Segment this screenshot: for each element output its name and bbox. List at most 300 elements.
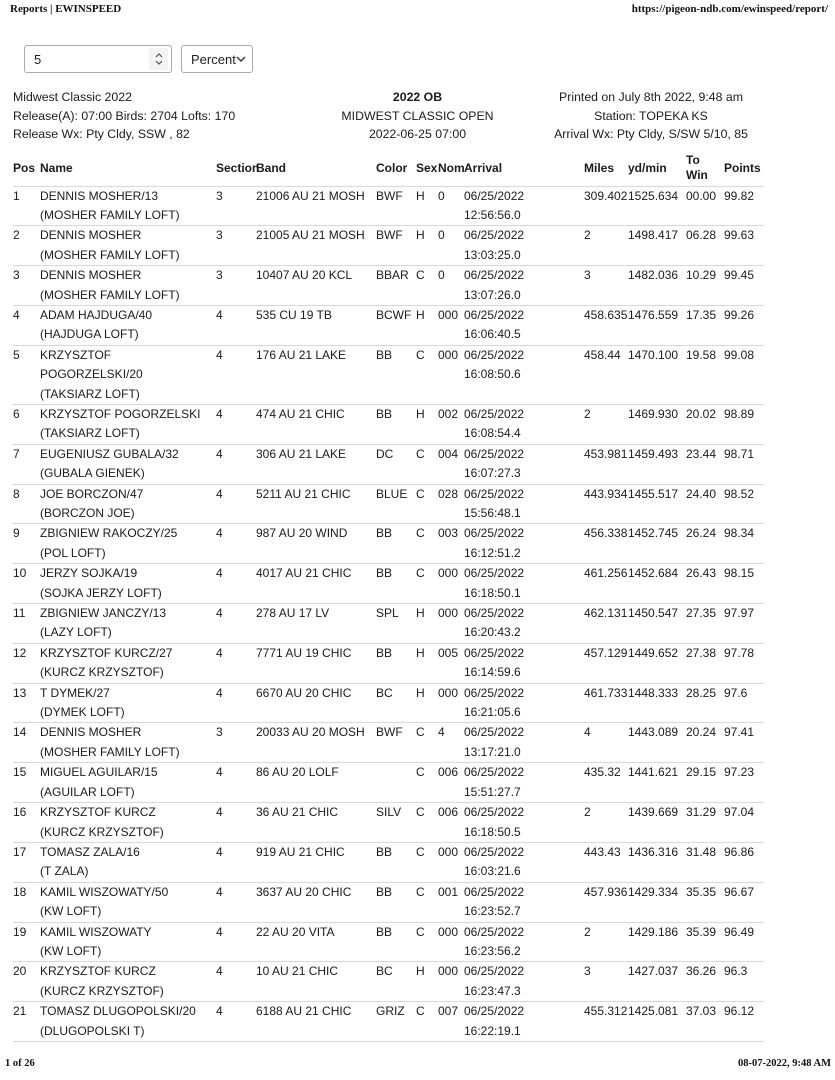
arrival-date: 06/25/2022 xyxy=(464,446,525,461)
cell-color: BWF xyxy=(376,186,416,226)
cell-arrival xyxy=(464,226,584,266)
cell-band: 535 CU 19 TB xyxy=(256,305,376,345)
cell-arrival xyxy=(464,723,584,763)
cell-towin: 20.02 xyxy=(686,404,724,444)
cell-section: 4 xyxy=(216,305,256,345)
cell-pos: 13 xyxy=(13,683,40,723)
cell-points: 97.6 xyxy=(724,683,764,723)
cell-color: BB xyxy=(376,524,416,564)
report-header-left xyxy=(0,88,278,144)
cell-arrival xyxy=(464,564,584,604)
col-header-arrival: Arrival xyxy=(464,151,584,186)
cell-nom: 002 xyxy=(438,404,464,444)
loft-name: (DYMEK LOFT) xyxy=(40,705,125,720)
cell-ydmin: 1449.652 xyxy=(628,643,686,683)
cell-towin: 26.43 xyxy=(686,564,724,604)
cell-name xyxy=(40,404,216,444)
cell-miles: 456.338 xyxy=(584,524,628,564)
cell-points: 98.71 xyxy=(724,444,764,484)
cell-arrival xyxy=(464,763,584,803)
cell-towin: 06.28 xyxy=(686,226,724,266)
cell-pos: 8 xyxy=(13,484,40,524)
cell-miles: 457.129 xyxy=(584,643,628,683)
cell-ydmin: 1525.634 xyxy=(628,186,686,226)
flyer-name: ADAM HAJDUGA/40 xyxy=(40,307,153,322)
cell-miles: 2 xyxy=(584,922,628,962)
loft-name: (DLUGOPOLSKI T) xyxy=(40,1023,145,1038)
cell-section: 4 xyxy=(216,643,256,683)
cell-points: 96.3 xyxy=(724,962,764,1002)
cell-ydmin: 1450.547 xyxy=(628,604,686,644)
chevron-down-icon xyxy=(236,56,246,62)
cell-section: 4 xyxy=(216,604,256,644)
arrival-date: 06/25/2022 xyxy=(464,685,525,700)
result-row xyxy=(13,186,764,226)
print-header-url: https://pigeon-ndb.com/ewinspeed/report/ xyxy=(631,3,828,15)
flyer-name: TOMASZ DLUGOPOLSKI/20 xyxy=(40,1004,196,1019)
flyer-name: ZBIGNIEW JANCZY/13 xyxy=(40,606,167,621)
cell-section: 3 xyxy=(216,226,256,266)
cell-ydmin: 1429.334 xyxy=(628,882,686,922)
arrival-time: 12:56:56.0 xyxy=(464,207,521,222)
cell-name xyxy=(40,882,216,922)
arrival-time: 16:21:05.6 xyxy=(464,705,521,720)
cell-nom: 000 xyxy=(438,564,464,604)
cell-points: 96.86 xyxy=(724,842,764,882)
cell-points: 99.45 xyxy=(724,266,764,306)
race-datetime: 2022-06-25 07:00 xyxy=(368,127,467,142)
cell-band: 7771 AU 19 CHIC xyxy=(256,643,376,683)
arrival-date: 06/25/2022 xyxy=(464,268,525,283)
cell-name xyxy=(40,803,216,843)
cell-color: BLUE xyxy=(376,484,416,524)
print-footer-bar xyxy=(5,1058,831,1069)
cell-nom: 000 xyxy=(438,922,464,962)
cell-section: 4 xyxy=(216,683,256,723)
cell-nom: 0 xyxy=(438,186,464,226)
cell-points: 99.08 xyxy=(724,345,764,404)
arrival-time: 16:08:54.4 xyxy=(464,426,521,441)
result-row xyxy=(13,305,764,345)
cell-miles: 462.131 xyxy=(584,604,628,644)
result-row xyxy=(13,763,764,803)
cell-towin: 20.24 xyxy=(686,723,724,763)
cell-arrival xyxy=(464,444,584,484)
flyer-name: DENNIS MOSHER xyxy=(40,268,142,283)
loft-name: (TAKSIARZ LOFT) xyxy=(40,386,140,401)
loft-name: (KURCZ KRZYSZTOF) xyxy=(40,665,164,680)
result-row xyxy=(13,803,764,843)
cell-pos: 16 xyxy=(13,803,40,843)
cell-band: 474 AU 21 CHIC xyxy=(256,404,376,444)
cell-nom: 006 xyxy=(438,763,464,803)
cell-name xyxy=(40,683,216,723)
flyer-name: KRZYSZTOF KURCZ xyxy=(40,964,156,979)
col-header-nom: Nom xyxy=(438,151,464,186)
cell-miles: 2 xyxy=(584,404,628,444)
arrival-date: 06/25/2022 xyxy=(464,924,525,939)
cell-ydmin: 1452.684 xyxy=(628,564,686,604)
cell-sex: H xyxy=(416,683,438,723)
cell-nom: 4 xyxy=(438,723,464,763)
cell-pos: 19 xyxy=(13,922,40,962)
cell-color: BWF xyxy=(376,226,416,266)
cell-miles: 455.312 xyxy=(584,1002,628,1042)
cell-ydmin: 1469.930 xyxy=(628,404,686,444)
race-name: Midwest Classic 2022 xyxy=(13,90,132,104)
arrival-time: 16:18:50.5 xyxy=(464,824,521,839)
arrival-time: 13:07:26.0 xyxy=(464,287,521,302)
print-header-bar xyxy=(10,3,828,15)
arrival-date: 06/25/2022 xyxy=(464,566,525,581)
cell-band: 21006 AU 21 MOSH xyxy=(256,186,376,226)
cell-pos: 10 xyxy=(13,564,40,604)
cell-points: 97.41 xyxy=(724,723,764,763)
cell-miles: 309.402 xyxy=(584,186,628,226)
cell-section: 4 xyxy=(216,484,256,524)
cell-points: 99.26 xyxy=(724,305,764,345)
arrival-date: 06/25/2022 xyxy=(464,805,525,820)
results-body xyxy=(13,186,764,1041)
cell-color: BC xyxy=(376,683,416,723)
flyer-name: DENNIS MOSHER/13 xyxy=(40,188,159,203)
cell-color: SILV xyxy=(376,803,416,843)
cell-points: 97.97 xyxy=(724,604,764,644)
cell-towin: 24.40 xyxy=(686,484,724,524)
arrival-date: 06/25/2022 xyxy=(464,725,525,740)
cell-ydmin: 1429.186 xyxy=(628,922,686,962)
cell-band: 306 AU 21 LAKE xyxy=(256,444,376,484)
flyer-name: JOE BORCZON/47 xyxy=(40,486,144,501)
col-header-pos: Pos xyxy=(13,151,40,186)
arrival-date: 06/25/2022 xyxy=(464,307,525,322)
cell-color: BB xyxy=(376,842,416,882)
cell-towin: 31.48 xyxy=(686,842,724,882)
cell-sex: H xyxy=(416,305,438,345)
loft-name: (T ZALA) xyxy=(40,864,89,879)
result-row xyxy=(13,842,764,882)
cell-band: 6670 AU 20 CHIC xyxy=(256,683,376,723)
cell-section: 4 xyxy=(216,444,256,484)
arrival-date: 06/25/2022 xyxy=(464,188,525,203)
cell-color: DC xyxy=(376,444,416,484)
flyer-name: KAMIL WISZOWATY xyxy=(40,924,152,939)
cell-sex: C xyxy=(416,564,438,604)
cell-pos: 18 xyxy=(13,882,40,922)
cell-ydmin: 1498.417 xyxy=(628,226,686,266)
result-row xyxy=(13,524,764,564)
result-row xyxy=(13,723,764,763)
arrival-time: 16:08:50.6 xyxy=(464,367,521,382)
cell-color: BCWF xyxy=(376,305,416,345)
cell-nom: 005 xyxy=(438,643,464,683)
cell-name xyxy=(40,962,216,1002)
arrival-weather: Arrival Wx: Pty Cldy, S/SW 5/10, 85 xyxy=(554,127,748,142)
flyer-name: EUGENIUSZ GUBALA/32 xyxy=(40,446,179,461)
cell-name xyxy=(40,186,216,226)
release-info: Release(A): 07:00 Birds: 2704 Lofts: 170 xyxy=(13,108,236,123)
cell-miles: 457.936 xyxy=(584,882,628,922)
flyer-name: KRZYSZTOF POGORZELSKI/20 xyxy=(40,347,143,382)
cell-arrival xyxy=(464,186,584,226)
arrival-time: 16:07:27.3 xyxy=(464,466,521,481)
cell-color: SPL xyxy=(376,604,416,644)
arrival-date: 06/25/2022 xyxy=(464,765,525,780)
cell-sex: C xyxy=(416,922,438,962)
result-row xyxy=(13,345,764,404)
cell-pos: 4 xyxy=(13,305,40,345)
cell-sex: H xyxy=(416,404,438,444)
report-title: 2022 OB xyxy=(392,90,443,104)
arrival-date: 06/25/2022 xyxy=(464,1004,525,1019)
cell-points: 96.49 xyxy=(724,922,764,962)
cell-section: 4 xyxy=(216,842,256,882)
cell-ydmin: 1476.559 xyxy=(628,305,686,345)
cell-points: 96.67 xyxy=(724,882,764,922)
cell-ydmin: 1439.669 xyxy=(628,803,686,843)
arrival-time: 16:14:59.6 xyxy=(464,665,521,680)
cell-band: 987 AU 20 WIND xyxy=(256,524,376,564)
flyer-name: MIGUEL AGUILAR/15 xyxy=(40,765,158,780)
cell-sex: C xyxy=(416,524,438,564)
cell-color: BB xyxy=(376,882,416,922)
arrival-time: 15:56:48.1 xyxy=(464,506,521,520)
cell-color: BB xyxy=(376,345,416,404)
loft-name: (MOSHER FAMILY LOFT) xyxy=(40,744,180,759)
result-row xyxy=(13,564,764,604)
chevron-up-icon[interactable] xyxy=(155,53,163,58)
flyer-name: KRZYSZTOF POGORZELSKI xyxy=(40,406,201,421)
cell-name xyxy=(40,643,216,683)
cell-name xyxy=(40,604,216,644)
arrival-time: 16:22:19.1 xyxy=(464,1023,521,1038)
col-header-towin: To Win xyxy=(686,151,724,186)
cell-points: 98.34 xyxy=(724,524,764,564)
cell-miles: 4 xyxy=(584,723,628,763)
cell-towin: 00.00 xyxy=(686,186,724,226)
cell-ydmin: 1425.081 xyxy=(628,1002,686,1042)
cell-points: 98.89 xyxy=(724,404,764,444)
cell-arrival xyxy=(464,803,584,843)
cell-nom: 000 xyxy=(438,604,464,644)
count-stepper[interactable] xyxy=(149,48,168,70)
result-row xyxy=(13,962,764,1002)
page-number: 1 of 26 xyxy=(5,1058,35,1069)
cell-band: 22 AU 20 VITA xyxy=(256,922,376,962)
cell-band: 4017 AU 21 CHIC xyxy=(256,564,376,604)
cell-sex: H xyxy=(416,186,438,226)
loft-name: (POL LOFT) xyxy=(40,545,106,560)
loft-name: (TAKSIARZ LOFT) xyxy=(40,426,140,441)
cell-arrival xyxy=(464,683,584,723)
cell-arrival xyxy=(464,1002,584,1042)
arrival-time: 16:06:40.5 xyxy=(464,327,521,342)
flyer-name: JERZY SOJKA/19 xyxy=(40,566,138,581)
cell-towin: 35.35 xyxy=(686,882,724,922)
print-date: 08-07-2022, 9:48 AM xyxy=(737,1058,831,1069)
arrival-time: 13:03:25.0 xyxy=(464,247,521,262)
print-header-title: Reports | EWINSPEED xyxy=(10,3,122,15)
cell-color: BB xyxy=(376,564,416,604)
cell-sex: C xyxy=(416,842,438,882)
cell-pos: 21 xyxy=(13,1002,40,1042)
loft-name: (MOSHER FAMILY LOFT) xyxy=(40,287,180,302)
loft-name: (KURCZ KRZYSZTOF) xyxy=(40,824,164,839)
loft-name: (AGUILAR LOFT) xyxy=(40,784,135,799)
cell-name xyxy=(40,226,216,266)
cell-nom: 000 xyxy=(438,683,464,723)
cell-arrival xyxy=(464,524,584,564)
chevron-down-icon[interactable] xyxy=(155,60,163,65)
cell-sex: C xyxy=(416,444,438,484)
cell-band: 3637 AU 20 CHIC xyxy=(256,882,376,922)
col-header-name: Name xyxy=(40,151,216,186)
flyer-name: DENNIS MOSHER xyxy=(40,725,142,740)
cell-towin: 27.35 xyxy=(686,604,724,644)
cell-name xyxy=(40,922,216,962)
cell-sex: H xyxy=(416,643,438,683)
results-table xyxy=(13,151,764,1042)
loft-name: (MOSHER FAMILY LOFT) xyxy=(40,207,180,222)
cell-band: 919 AU 21 CHIC xyxy=(256,842,376,882)
arrival-time: 16:23:56.2 xyxy=(464,943,521,958)
cell-band: 21005 AU 21 MOSH xyxy=(256,226,376,266)
cell-name xyxy=(40,763,216,803)
cell-section: 4 xyxy=(216,564,256,604)
cell-nom: 028 xyxy=(438,484,464,524)
flyer-name: KRZYSZTOF KURCZ xyxy=(40,805,156,820)
cell-towin: 31.29 xyxy=(686,803,724,843)
cell-pos: 20 xyxy=(13,962,40,1002)
cell-ydmin: 1452.745 xyxy=(628,524,686,564)
cell-pos: 3 xyxy=(13,266,40,306)
cell-towin: 10.29 xyxy=(686,266,724,306)
flyer-name: KRZYSZTOF KURCZ/27 xyxy=(40,645,173,660)
result-row xyxy=(13,444,764,484)
col-header-band: Band xyxy=(256,151,376,186)
arrival-time: 16:23:47.3 xyxy=(464,983,521,998)
station: Station: TOPEKA KS xyxy=(594,108,708,123)
cell-arrival xyxy=(464,882,584,922)
flyer-name: TOMASZ ZALA/16 xyxy=(40,844,140,859)
flyer-name: KAMIL WISZOWATY/50 xyxy=(40,884,169,899)
cell-color: BB xyxy=(376,404,416,444)
loft-name: (KURCZ KRZYSZTOF) xyxy=(40,983,164,998)
cell-miles: 3 xyxy=(584,962,628,1002)
cell-towin: 28.25 xyxy=(686,683,724,723)
unit-select[interactable] xyxy=(181,45,253,73)
cell-pos: 15 xyxy=(13,763,40,803)
col-header-miles: Miles xyxy=(584,151,628,186)
cell-nom: 004 xyxy=(438,444,464,484)
result-row xyxy=(13,404,764,444)
table-header-row xyxy=(13,151,764,186)
cell-towin: 35.39 xyxy=(686,922,724,962)
cell-ydmin: 1482.036 xyxy=(628,266,686,306)
cell-band: 176 AU 21 LAKE xyxy=(256,345,376,404)
cell-arrival xyxy=(464,842,584,882)
cell-sex: C xyxy=(416,803,438,843)
cell-name xyxy=(40,484,216,524)
cell-towin: 23.44 xyxy=(686,444,724,484)
arrival-date: 06/25/2022 xyxy=(464,486,525,501)
cell-band: 5211 AU 21 CHIC xyxy=(256,484,376,524)
cell-arrival xyxy=(464,962,584,1002)
cell-towin: 27.38 xyxy=(686,643,724,683)
result-row xyxy=(13,226,764,266)
cell-ydmin: 1427.037 xyxy=(628,962,686,1002)
col-header-ydmin: yd/min xyxy=(628,151,686,186)
cell-pos: 2 xyxy=(13,226,40,266)
cell-points: 97.78 xyxy=(724,643,764,683)
cell-miles: 443.43 xyxy=(584,842,628,882)
cell-band: 278 AU 17 LV xyxy=(256,604,376,644)
cell-sex: C xyxy=(416,1002,438,1042)
cell-section: 4 xyxy=(216,882,256,922)
cell-section: 4 xyxy=(216,404,256,444)
loft-name: (KW LOFT) xyxy=(40,943,102,958)
cell-points: 98.15 xyxy=(724,564,764,604)
cell-arrival xyxy=(464,922,584,962)
arrival-time: 13:17:21.0 xyxy=(464,744,521,759)
cell-name xyxy=(40,1002,216,1042)
loft-name: (KW LOFT) xyxy=(40,904,102,919)
cell-arrival xyxy=(464,604,584,644)
cell-section: 4 xyxy=(216,345,256,404)
cell-band: 10407 AU 20 KCL xyxy=(256,266,376,306)
arrival-date: 06/25/2022 xyxy=(464,406,525,421)
cell-nom: 000 xyxy=(438,962,464,1002)
report-controls xyxy=(24,45,253,73)
arrival-date: 06/25/2022 xyxy=(464,347,525,362)
cell-pos: 5 xyxy=(13,345,40,404)
release-weather: Release Wx: Pty Cldy, SSW , 82 xyxy=(13,127,190,142)
arrival-time: 15:51:27.7 xyxy=(464,784,521,799)
arrival-time: 16:03:21.6 xyxy=(464,864,521,879)
result-row xyxy=(13,882,764,922)
arrival-date: 06/25/2022 xyxy=(464,606,525,621)
arrival-time: 16:12:51.2 xyxy=(464,545,521,560)
cell-color: BB xyxy=(376,643,416,683)
cell-nom: 001 xyxy=(438,882,464,922)
cell-section: 4 xyxy=(216,763,256,803)
cell-sex: H xyxy=(416,604,438,644)
cell-sex: C xyxy=(416,763,438,803)
cell-color xyxy=(376,763,416,803)
arrival-date: 06/25/2022 xyxy=(464,526,525,541)
cell-color: BC xyxy=(376,962,416,1002)
cell-ydmin: 1441.621 xyxy=(628,763,686,803)
cell-band: 20033 AU 20 MOSH xyxy=(256,723,376,763)
cell-pos: 17 xyxy=(13,842,40,882)
cell-sex: C xyxy=(416,723,438,763)
loft-name: (SOJKA JERZY LOFT) xyxy=(40,585,162,600)
cell-color: BWF xyxy=(376,723,416,763)
cell-points: 99.63 xyxy=(724,226,764,266)
flyer-name: T DYMEK/27 xyxy=(40,685,110,700)
cell-miles: 2 xyxy=(584,226,628,266)
cell-name xyxy=(40,305,216,345)
cell-color: GRIZ xyxy=(376,1002,416,1042)
cell-name xyxy=(40,345,216,404)
cell-band: 86 AU 20 LOLF xyxy=(256,763,376,803)
cell-ydmin: 1459.493 xyxy=(628,444,686,484)
cell-ydmin: 1448.333 xyxy=(628,683,686,723)
cell-section: 3 xyxy=(216,186,256,226)
cell-arrival xyxy=(464,643,584,683)
cell-nom: 007 xyxy=(438,1002,464,1042)
cell-ydmin: 1470.100 xyxy=(628,345,686,404)
